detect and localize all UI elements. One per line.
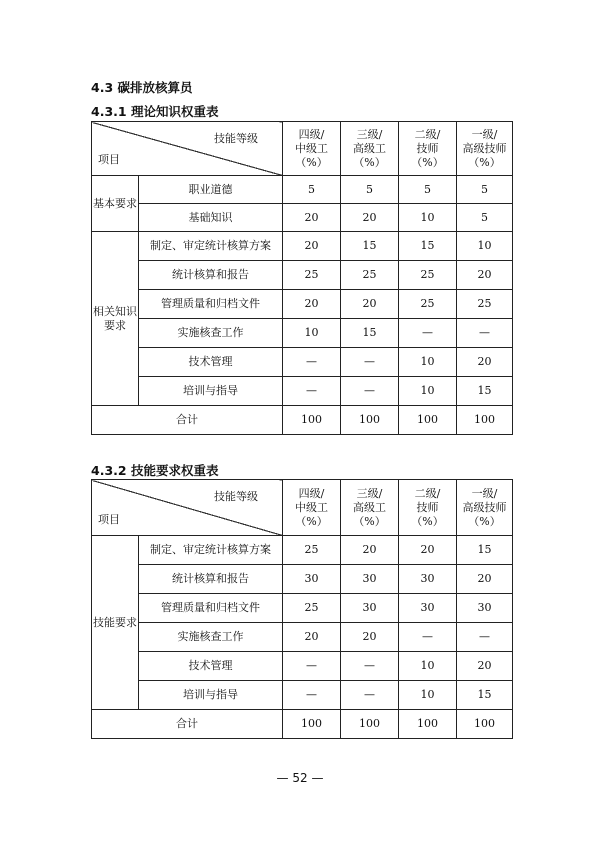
col-header: 四级/ 中级工 （%）	[283, 480, 341, 536]
cell: 30	[399, 565, 457, 594]
row-label: 职业道德	[139, 176, 283, 204]
section-heading: 4.3 碳排放核算员	[91, 80, 193, 95]
cell: 30	[399, 594, 457, 623]
corner-header-top: 技能等级	[214, 132, 258, 145]
cell: 15	[341, 232, 399, 261]
cell: 20	[457, 652, 513, 681]
total-cell: 100	[341, 710, 399, 739]
cell: 10	[399, 652, 457, 681]
corner-header	[92, 480, 283, 536]
col-header: 三级/ 高级工 （%）	[341, 122, 399, 176]
cell: 5	[399, 176, 457, 204]
cell: 20	[283, 204, 341, 232]
cell: 10	[399, 204, 457, 232]
cell: 20	[283, 232, 341, 261]
cell: —	[457, 623, 513, 652]
cell: 10	[399, 681, 457, 710]
row-label: 管理质量和归档文件	[139, 594, 283, 623]
cell: 15	[399, 232, 457, 261]
cell: 20	[283, 290, 341, 319]
cell: 30	[341, 565, 399, 594]
cell: 25	[283, 261, 341, 290]
col-header: 三级/ 高级工 （%）	[341, 480, 399, 536]
cell: —	[457, 319, 513, 348]
row-label: 管理质量和归档文件	[139, 290, 283, 319]
cell: 25	[341, 261, 399, 290]
row-label: 技术管理	[139, 348, 283, 377]
cell: 20	[341, 536, 399, 565]
cell: 30	[457, 594, 513, 623]
cell: 25	[283, 536, 341, 565]
cell: 20	[283, 623, 341, 652]
cell: 5	[457, 176, 513, 204]
row-label: 实施核查工作	[139, 623, 283, 652]
cell: 20	[457, 565, 513, 594]
cell: —	[341, 681, 399, 710]
total-cell: 100	[399, 406, 457, 435]
cell: —	[283, 652, 341, 681]
row-label: 统计核算和报告	[139, 565, 283, 594]
cell: —	[399, 623, 457, 652]
col-header: 二级/ 技师 （%）	[399, 480, 457, 536]
cell: 15	[457, 681, 513, 710]
group-label: 技能要求	[92, 536, 139, 710]
cell: —	[341, 652, 399, 681]
cell: 10	[399, 348, 457, 377]
group-label: 相关知识要求	[92, 232, 139, 406]
cell: 25	[457, 290, 513, 319]
row-label: 制定、审定统计核算方案	[139, 232, 283, 261]
cell: —	[283, 377, 341, 406]
total-cell: 100	[283, 406, 341, 435]
col-header: 四级/ 中级工 （%）	[283, 122, 341, 176]
col-header: 一级/ 高级技师 （%）	[457, 480, 513, 536]
cell: —	[341, 348, 399, 377]
page-number: — 52 —	[276, 771, 324, 785]
cell: 5	[341, 176, 399, 204]
row-label: 实施核查工作	[139, 319, 283, 348]
cell: 10	[399, 377, 457, 406]
total-cell: 100	[341, 406, 399, 435]
group-label: 基本要求	[92, 176, 139, 232]
total-cell: 100	[399, 710, 457, 739]
theory-weight-table	[91, 121, 513, 435]
row-label: 技术管理	[139, 652, 283, 681]
cell: —	[283, 348, 341, 377]
total-cell: 100	[457, 710, 513, 739]
total-cell: 100	[457, 406, 513, 435]
corner-header-top: 技能等级	[214, 490, 258, 503]
col-header: 二级/ 技师 （%）	[399, 122, 457, 176]
row-label: 制定、审定统计核算方案	[139, 536, 283, 565]
cell: 5	[457, 204, 513, 232]
total-label: 合计	[92, 406, 283, 435]
cell: —	[341, 377, 399, 406]
cell: 15	[457, 536, 513, 565]
cell: —	[283, 681, 341, 710]
cell: 20	[341, 623, 399, 652]
row-label: 基础知识	[139, 204, 283, 232]
table2-title: 4.3.2 技能要求权重表	[91, 463, 219, 478]
corner-header-bottom: 项目	[98, 513, 120, 526]
cell: 20	[341, 290, 399, 319]
row-label: 培训与指导	[139, 681, 283, 710]
cell: 25	[399, 261, 457, 290]
skill-weight-table	[91, 479, 513, 739]
total-cell: 100	[283, 710, 341, 739]
cell: 20	[341, 204, 399, 232]
corner-header	[92, 122, 283, 176]
cell: 30	[283, 565, 341, 594]
row-label: 统计核算和报告	[139, 261, 283, 290]
cell: 15	[457, 377, 513, 406]
cell: 20	[457, 261, 513, 290]
row-label: 培训与指导	[139, 377, 283, 406]
cell: 20	[399, 536, 457, 565]
cell: 10	[457, 232, 513, 261]
cell: 25	[283, 594, 341, 623]
cell: 15	[341, 319, 399, 348]
cell: —	[399, 319, 457, 348]
corner-header-bottom: 项目	[98, 153, 120, 166]
cell: 30	[341, 594, 399, 623]
cell: 20	[457, 348, 513, 377]
table1-title: 4.3.1 理论知识权重表	[91, 104, 219, 119]
total-label: 合计	[92, 710, 283, 739]
cell: 5	[283, 176, 341, 204]
cell: 25	[399, 290, 457, 319]
col-header: 一级/ 高级技师 （%）	[457, 122, 513, 176]
cell: 10	[283, 319, 341, 348]
